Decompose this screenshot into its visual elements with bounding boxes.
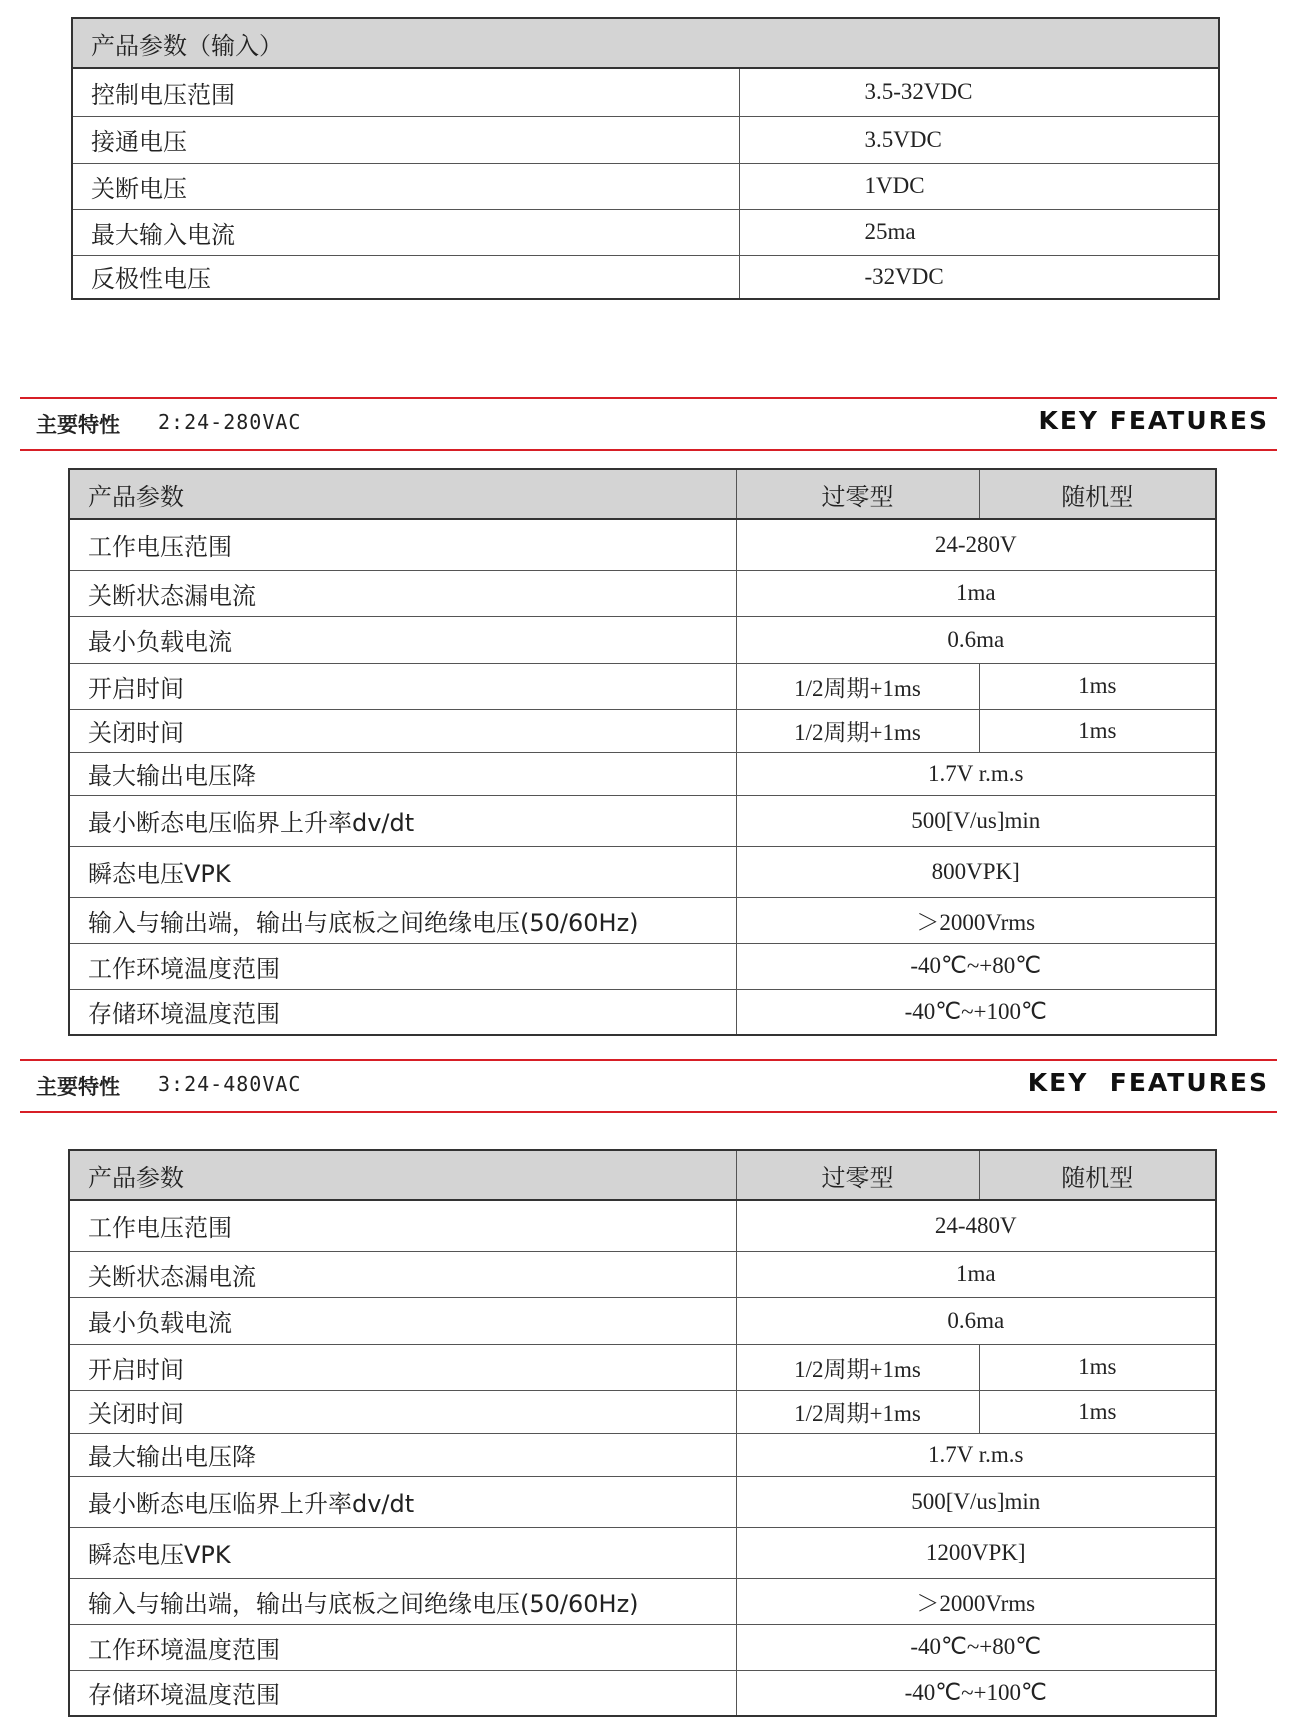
row-value: -32VDC [739, 255, 1219, 299]
row-value-zero-cross: 1/2周期+1ms [736, 1390, 979, 1433]
row-value: 1ma [736, 570, 1216, 616]
row-value: ＞2000Vrms [736, 897, 1216, 943]
row-label: 存储环境温度范围 [69, 989, 736, 1035]
table-row [69, 1200, 1216, 1251]
row-label: 最小负载电流 [69, 1297, 736, 1344]
table-row [69, 1578, 1216, 1624]
row-label: 工作环境温度范围 [69, 943, 736, 989]
row-value-random: 1ms [979, 1344, 1216, 1390]
row-value: 24-280V [736, 519, 1216, 570]
table-row [69, 1527, 1216, 1578]
table-header-row [69, 469, 1216, 519]
section-title-en: KEY FEATURES [1027, 1068, 1269, 1097]
table-row [69, 663, 1216, 709]
row-label: 开启时间 [69, 1344, 736, 1390]
header-zero-cross: 过零型 [736, 1150, 979, 1200]
table-header-label: 产品参数（输入） [72, 18, 1219, 68]
header-random: 随机型 [979, 469, 1216, 519]
table-row [72, 116, 1219, 163]
table-header-row [72, 18, 1219, 68]
row-label: 最大输入电流 [72, 209, 739, 255]
row-value: 24-480V [736, 1200, 1216, 1251]
row-label: 关断电压 [72, 163, 739, 209]
row-label: 存储环境温度范围 [69, 1670, 736, 1716]
table-row [72, 68, 1219, 116]
table-row [69, 1476, 1216, 1527]
row-value: -40℃~+100℃ [736, 989, 1216, 1035]
table-row [69, 989, 1216, 1035]
row-value: 800VPK] [736, 846, 1216, 897]
row-label: 关闭时间 [69, 1390, 736, 1433]
table-row [69, 1433, 1216, 1476]
table-row [69, 897, 1216, 943]
row-label: 工作电压范围 [69, 519, 736, 570]
features-table-480vac [68, 1149, 1217, 1717]
table-row [69, 519, 1216, 570]
section-title-zh: 主要特性 [36, 1075, 120, 1099]
row-value: 0.6ma [736, 1297, 1216, 1344]
table-row [69, 1297, 1216, 1344]
row-value: 1200VPK] [736, 1527, 1216, 1578]
row-value: 3.5VDC [739, 116, 1219, 163]
header-zero-cross: 过零型 [736, 469, 979, 519]
table-row [69, 752, 1216, 795]
row-label: 开启时间 [69, 663, 736, 709]
row-label: 反极性电压 [72, 255, 739, 299]
row-value-zero-cross: 1/2周期+1ms [736, 663, 979, 709]
row-value: 1ma [736, 1251, 1216, 1297]
section-model: 3:24-480VAC [158, 1072, 302, 1096]
row-value: 1VDC [739, 163, 1219, 209]
row-value: -40℃~+100℃ [736, 1670, 1216, 1716]
row-label: 最小断态电压临界上升率dv/dt [69, 1476, 736, 1527]
table-row [69, 943, 1216, 989]
row-value-zero-cross: 1/2周期+1ms [736, 709, 979, 752]
table-header-row [69, 1150, 1216, 1200]
row-label: 输入与输出端，输出与底板之间绝缘电压(50/60Hz) [69, 1578, 736, 1624]
row-value: 1.7V r.m.s [736, 1433, 1216, 1476]
row-value: ＞2000Vrms [736, 1578, 1216, 1624]
row-label: 关闭时间 [69, 709, 736, 752]
row-value-random: 1ms [979, 1390, 1216, 1433]
table-row [69, 846, 1216, 897]
row-label: 最小负载电流 [69, 616, 736, 663]
row-value: 25ma [739, 209, 1219, 255]
table-row [69, 709, 1216, 752]
row-label: 工作电压范围 [69, 1200, 736, 1251]
input-spec-table [71, 17, 1220, 300]
row-value: 3.5-32VDC [739, 68, 1219, 116]
section-header-3 [20, 1059, 1277, 1113]
row-value: -40℃~+80℃ [736, 943, 1216, 989]
row-label: 最大输出电压降 [69, 752, 736, 795]
table-row [69, 1390, 1216, 1433]
row-value: 500[V/us]min [736, 1476, 1216, 1527]
row-label: 关断状态漏电流 [69, 1251, 736, 1297]
row-value-random: 1ms [979, 663, 1216, 709]
table-row [69, 795, 1216, 846]
row-value: 0.6ma [736, 616, 1216, 663]
features-table-280vac [68, 468, 1217, 1036]
table-row [69, 1344, 1216, 1390]
header-param: 产品参数 [69, 469, 736, 519]
row-label: 控制电压范围 [72, 68, 739, 116]
row-label: 输入与输出端，输出与底板之间绝缘电压(50/60Hz) [69, 897, 736, 943]
table-row [72, 163, 1219, 209]
row-label: 接通电压 [72, 116, 739, 163]
section-title-en: KEY FEATURES [1038, 406, 1269, 435]
table-row [69, 1624, 1216, 1670]
table-row [72, 255, 1219, 299]
section-header-2 [20, 397, 1277, 451]
row-label: 工作环境温度范围 [69, 1624, 736, 1670]
row-label: 最小断态电压临界上升率dv/dt [69, 795, 736, 846]
row-value: 500[V/us]min [736, 795, 1216, 846]
section-title-zh: 主要特性 [36, 413, 120, 437]
header-random: 随机型 [979, 1150, 1216, 1200]
table-row [69, 1251, 1216, 1297]
table-row [69, 570, 1216, 616]
row-label: 瞬态电压VPK [69, 1527, 736, 1578]
row-value-random: 1ms [979, 709, 1216, 752]
header-param: 产品参数 [69, 1150, 736, 1200]
row-label: 最大输出电压降 [69, 1433, 736, 1476]
row-value-zero-cross: 1/2周期+1ms [736, 1344, 979, 1390]
table-row [69, 1670, 1216, 1716]
row-label: 瞬态电压VPK [69, 846, 736, 897]
row-label: 关断状态漏电流 [69, 570, 736, 616]
section-model: 2:24-280VAC [158, 410, 302, 434]
row-value: -40℃~+80℃ [736, 1624, 1216, 1670]
table-row [72, 209, 1219, 255]
row-value: 1.7V r.m.s [736, 752, 1216, 795]
table-row [69, 616, 1216, 663]
